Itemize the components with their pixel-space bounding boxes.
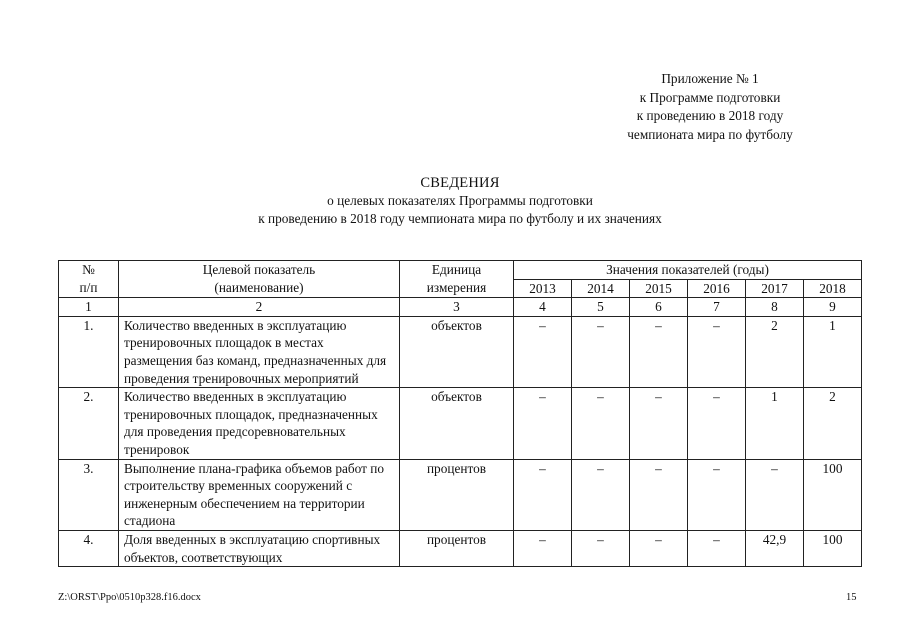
row-indicator: Количество введенных в эксплуатацию тренировочных площадок, предназначенных для проведения предсоревновательных тренировок (119, 388, 400, 459)
row-value: 42,9 (746, 530, 804, 566)
row-unit: процентов (400, 530, 514, 566)
row-value: – (572, 388, 630, 459)
column-number: 4 (514, 298, 572, 317)
header-num: № п/п (59, 261, 119, 298)
row-value: 2 (746, 316, 804, 387)
row-value: – (630, 459, 688, 530)
row-value: – (572, 316, 630, 387)
row-value: – (688, 388, 746, 459)
row-number: 2. (59, 388, 119, 459)
row-value: – (572, 530, 630, 566)
row-value: – (630, 530, 688, 566)
row-value: – (514, 530, 572, 566)
header-year: 2013 (514, 279, 572, 298)
appendix-line: чемпионата мира по футболу (627, 126, 793, 142)
table-row (59, 316, 862, 387)
column-number-row (59, 298, 862, 317)
header-year: 2017 (746, 279, 804, 298)
column-number: 6 (630, 298, 688, 317)
header-year: 2015 (630, 279, 688, 298)
header-values-group: Значения показателей (годы) (514, 261, 862, 280)
row-value: – (630, 316, 688, 387)
column-number: 2 (119, 298, 400, 317)
row-number: 3. (59, 459, 119, 530)
column-number: 9 (804, 298, 862, 317)
row-value: – (746, 459, 804, 530)
column-number: 3 (400, 298, 514, 317)
table-row (59, 530, 862, 566)
footer-file-path: Z:\ORST\Ppo\0510p328.f16.docx (58, 592, 201, 603)
row-value: – (688, 459, 746, 530)
row-value: 100 (804, 530, 862, 566)
row-value: – (514, 388, 572, 459)
page-number: 15 (846, 592, 857, 603)
row-unit: объектов (400, 316, 514, 387)
document-subtitle: к проведению в 2018 году чемпионата мира по футболу и их значениях (258, 211, 662, 226)
row-value: – (630, 388, 688, 459)
column-number: 8 (746, 298, 804, 317)
row-value: – (514, 316, 572, 387)
row-value: 1 (804, 316, 862, 387)
row-value: – (572, 459, 630, 530)
row-value: – (688, 316, 746, 387)
appendix-line: к Программе подготовки (639, 89, 781, 105)
column-number: 5 (572, 298, 630, 317)
row-value: – (688, 530, 746, 566)
header-indicator: Целевой показатель (наименование) (119, 261, 400, 298)
appendix-line: Приложение № 1 (661, 71, 759, 86)
document-title: СВЕДЕНИЯ (420, 175, 500, 191)
appendix-note (560, 70, 860, 144)
row-indicator: Количество введенных в эксплуатацию тренировочных площадок в местах размещения баз команд, предназначенных для проведения тренировочных мероприятий (119, 316, 400, 387)
column-number: 1 (59, 298, 119, 317)
column-number: 7 (688, 298, 746, 317)
row-value: – (514, 459, 572, 530)
row-indicator: Доля введенных в эксплуатацию спортивных объектов, соответствующих (119, 530, 400, 566)
document-heading (160, 174, 760, 228)
row-indicator: Выполнение плана-графика объемов работ по строительству временных сооружений с инженерным обеспечением на территории стадиона (119, 459, 400, 530)
row-value: 100 (804, 459, 862, 530)
row-value: 2 (804, 388, 862, 459)
header-row (59, 261, 862, 280)
row-unit: объектов (400, 388, 514, 459)
row-unit: процентов (400, 459, 514, 530)
header-year: 2014 (572, 279, 630, 298)
row-value: 1 (746, 388, 804, 459)
indicators-table (58, 260, 862, 567)
row-number: 4. (59, 530, 119, 566)
header-unit: Единица измерения (400, 261, 514, 298)
document-subtitle: о целевых показателях Программы подготовки (327, 193, 593, 208)
table-row (59, 388, 862, 459)
table-row (59, 459, 862, 530)
row-number: 1. (59, 316, 119, 387)
appendix-line: к проведению в 2018 году (636, 108, 784, 123)
header-year: 2016 (688, 279, 746, 298)
header-year: 2018 (804, 279, 862, 298)
